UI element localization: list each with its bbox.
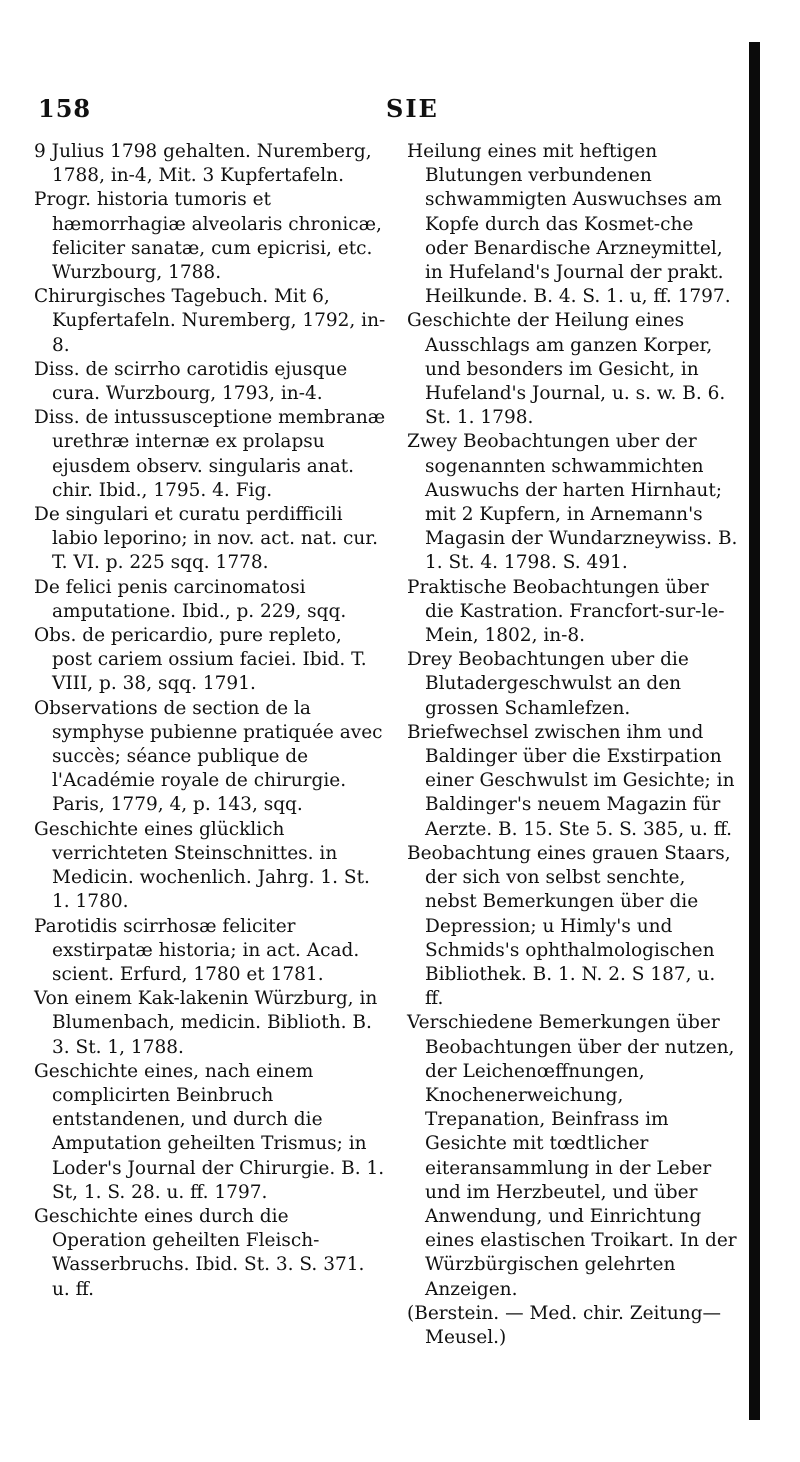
bibliography-entry: (Berstein. — Med. chir. Zeitung— Meusel.) <box>407 1302 722 1348</box>
bibliography-entry: Drey Beobachtungen uber die Blutadergeschwulst an den grossen Schamlefzen. <box>407 649 689 719</box>
bibliography-entry: Heilung eines mit heftigen Blutungen verbundenen schwammigten Auswuchses am Kopfe durch das Kosmet-che oder Benardische Arzneymittel, in Hufeland's Journal der prakt. Heilkunde. B. 4. S. 1. u, ff. 1797. <box>407 141 731 308</box>
bibliography-entry: Observations de section de la symphyse pubienne pratiquée avec succès; séance publique de l'Académie royale de chirurgie. Paris, 1779, 4, p. 143, sqq. <box>34 697 383 816</box>
bibliography-entry: Geschichte der Heilung eines Ausschlags am ganzen Korper, und besonders im Gesicht, in Hufeland's Journal, u. s. w. B. 6. St. 1. 1798. <box>407 310 726 429</box>
bibliography-entry: Obs. de pericardio, pure repleto, post cariem ossium faciei. Ibid. T. VIII, p. 38, sqq. 1791. <box>34 625 367 695</box>
running-head: SIE <box>386 94 439 123</box>
bibliography-entry: Geschichte eines durch die Operation geheilten Fleisch-Wasserbruchs. Ibid. St. 3. S. 371. u. ff. <box>34 1205 365 1300</box>
bibliography-entry: Geschichte eines glücklich verrichteten Steinschnittes. in Medicin. wochenlich. Jahrg. 1. St. 1. 1780. <box>34 818 370 913</box>
bibliography-entry: Progr. historia tumoris et hæmorrhagiæ alveolaris chronicæ, feliciter sanatæ, cum epicrisi, etc. Wurzbourg, 1788. <box>34 189 382 284</box>
bibliography-entry: Parotidis scirrhosæ feliciter exstirpatæ historia; in act. Acad. scient. Erfurd, 1780 et 1781. <box>34 915 360 985</box>
bibliography-entry: Diss. de intussusceptione membranæ urethræ internæ ex prolapsu ejusdem observ. singularis anat. chir. Ibid., 1795. 4. Fig. <box>34 407 386 501</box>
bibliography-entry: 9 Julius 1798 gehalten. Nuremberg, 1788, in-4, Mit. 3 Kupfertafeln. <box>34 141 372 187</box>
bibliography-entry: Geschichte eines, nach einem complicirten Beinbruch entstandenen, und durch die Amputation geheilten Trismus; in Loder's Journal der Chirurgie. B. 1. St, 1. S. 28. u. ff. 1797. <box>34 1060 385 1203</box>
page-header <box>38 94 738 126</box>
bibliography-entry: Von einem Kak-lakenin Würzburg, in Blumenbach, medicin. Biblioth. B. 3. St. 1, 1788. <box>34 988 378 1058</box>
bibliography-entry: Verschiedene Bemerkungen über Beobachtungen über der nutzen, der Leichenœffnungen, Knochenerweichung, Trepanation, Beinfrass im Gesichte mit tœdtlicher eiteransammlung in der Leber und im Herzbeutel, und über Anwendung, und Einrichtung eines elastischen Troikart. In der Würzbürgischen gelehrten Anzeigen. <box>407 1012 737 1300</box>
bibliography-entry: De felici penis carcinomatosi amputatione. Ibid., p. 229, sqq. <box>34 576 347 622</box>
bibliography-entry: Zwey Beobachtungen uber der sogenannten schwammichten Auswuchs der harten Hirnhaut; mit 2 Kupfern, in Arnemann's Magasin der Wundarzneywiss. B. 1. St. 4. 1798. S. 491. <box>407 431 738 574</box>
bibliography-entry: Chirurgisches Tagebuch. Mit 6, Kupfertafeln. Nuremberg, 1792, in-8. <box>34 286 386 356</box>
bibliography-entry: De singulari et curatu perdifficili labio leporino; in nov. act. nat. cur. T. VI. p. 225 sqq. 1778. <box>34 504 378 574</box>
bibliography-entry: Briefwechsel zwischen ihm und Baldinger über die Exstirpation einer Geschwulst im Gesichte; in Baldinger's neuem Magazin für Aerzte. B. 15. Ste 5. S. 385, u. ff. <box>407 721 735 840</box>
page-number: 158 <box>38 94 92 123</box>
page-edge-bar <box>749 42 760 1420</box>
bibliography-entry: Diss. de scirrho carotidis ejusque cura. Wurzbourg, 1793, in-4. <box>34 358 348 405</box>
right-column <box>407 140 739 1350</box>
bibliography-entry: Praktische Beobachtungen über die Kastration. Francfort-sur-le-Mein, 1802, in-8. <box>407 576 725 647</box>
bibliography-entry: Beobachtung eines grauen Staars, der sich von selbst senchte, nebst Bemerkungen über die Depression; u Himly's und Schmids's ophthalmologischen Bibliothek. B. 1. N. 2. S 187, u. ff. <box>407 842 731 1010</box>
left-column <box>34 140 386 1302</box>
